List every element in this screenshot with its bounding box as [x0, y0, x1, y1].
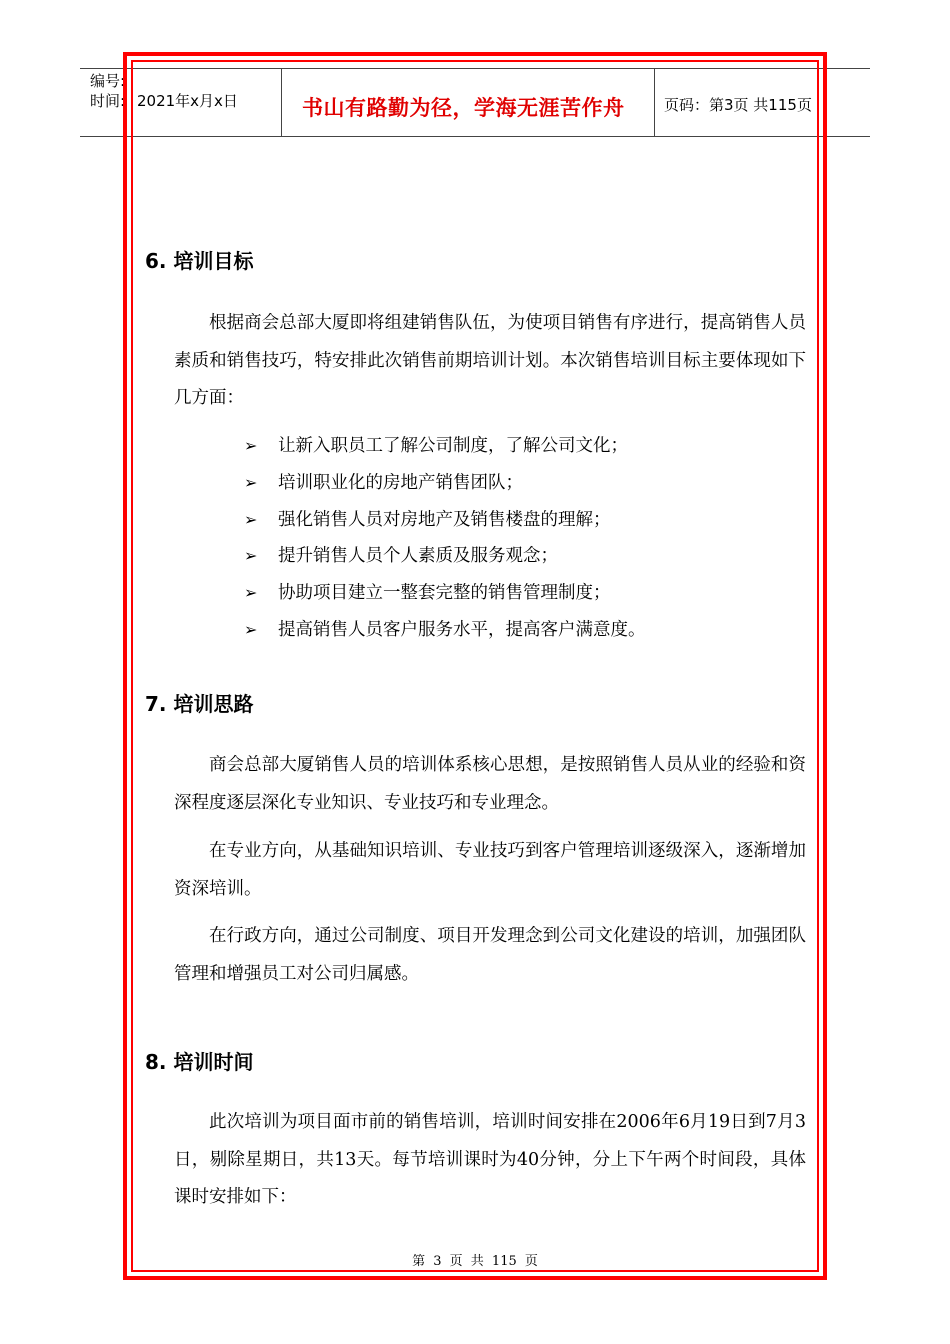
header-time-label: 时间: — [90, 92, 126, 110]
section-heading-6: 6. 培训目标 — [145, 249, 254, 273]
list-item: ➢ 强化销售人员对房地产及销售楼盘的理解； — [244, 510, 611, 530]
header-page-info: 页码：第3页 共115页 — [664, 96, 812, 114]
arrow-bullet-icon: ➢ — [244, 620, 258, 639]
section-7-paragraph-1: 商会总部大厦销售人员的培训体系核心思想，是按照销售人员从业的经验和资深程度逐层深化专业知识、专业技巧和专业理念。 — [174, 755, 806, 813]
arrow-bullet-icon: ➢ — [244, 436, 258, 455]
page-border-inner — [131, 60, 819, 1272]
arrow-bullet-icon: ➢ — [244, 473, 258, 492]
arrow-bullet-icon: ➢ — [244, 583, 258, 602]
header-date: 2021年x月x日 — [137, 92, 238, 110]
list-item: ➢ 协助项目建立一整套完整的销售管理制度； — [244, 583, 611, 603]
section-6-paragraph: 根据商会总部大厦即将组建销售队伍，为使项目销售有序进行，提高销售人员素质和销售技巧，特安排此次销售前期培训计划。本次销售培训目标主要体现如下几方面： — [174, 313, 806, 408]
arrow-bullet-icon: ➢ — [244, 510, 258, 529]
arrow-bullet-icon: ➢ — [244, 546, 258, 565]
section-heading-8: 8. 培训时间 — [145, 1050, 254, 1074]
list-item: ➢ 提升销售人员个人素质及服务观念； — [244, 546, 558, 566]
section-heading-7: 7. 培训思路 — [145, 692, 254, 716]
list-item: ➢ 提高销售人员客户服务水平，提高客户满意度。 — [244, 620, 646, 640]
list-item: ➢ 培训职业化的房地产销售团队； — [244, 473, 523, 493]
section-7-paragraph-3: 在行政方向，通过公司制度、项目开发理念到公司文化建设的培训，加强团队管理和增强员工对公司归属感。 — [174, 926, 806, 984]
section-7-paragraph-2: 在专业方向，从基础知识培训、专业技巧到客户管理培训逐级深入，逐渐增加资深培训。 — [174, 841, 806, 899]
section-8-paragraph: 此次培训为项目面市前的销售培训，培训时间安排在2006年6月19日到7月3日，剔除星期日，共13天。每节培训课时为40分钟，分上下午两个时间段，具体课时安排如下： — [174, 1112, 806, 1207]
page-footer: 第 3 页 共 115 页 — [412, 1254, 538, 1269]
header-number-label: 编号: — [90, 72, 126, 90]
header-motto: 书山有路勤为径，学海无涯苦作舟 — [302, 96, 625, 120]
list-item: ➢ 让新入职员工了解公司制度，了解公司文化； — [244, 436, 628, 456]
